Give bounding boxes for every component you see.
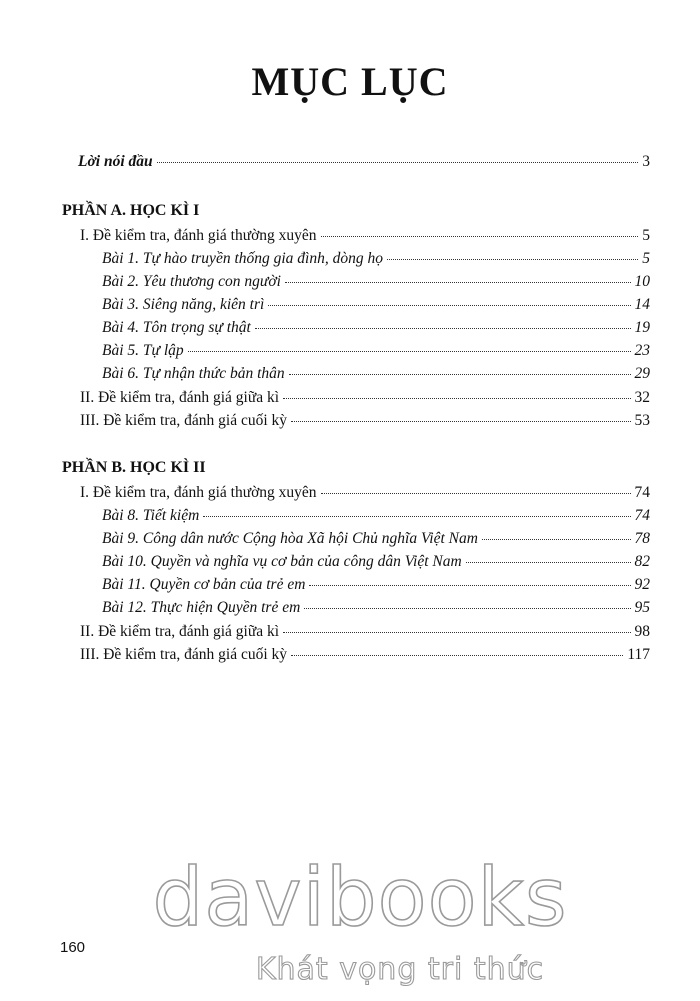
dot-leader [283,398,630,399]
toc-entry-label: III. Đề kiểm tra, đánh giá cuối kỳ [80,412,288,429]
dot-leader [283,632,630,633]
toc-entry[interactable] [102,295,650,315]
dot-leader [203,516,630,517]
toc-entry[interactable] [102,249,650,269]
dot-leader [289,374,631,375]
toc-entry-page: 92 [634,576,650,593]
dot-leader [387,259,638,260]
page-number: 160 [60,939,86,956]
dot-leader [285,282,631,283]
toc-entry[interactable] [102,529,650,549]
toc-entry[interactable] [102,364,650,384]
toc-entry-label: Bài 11. Quyền cơ bản của trẻ em [102,576,306,593]
toc-entry[interactable] [102,341,650,361]
section-heading-part-a: PHẦN A. HỌC KÌ I [62,202,200,219]
toc-entry-page: 82 [634,553,650,570]
toc-entry-page: 53 [634,412,650,429]
toc-entry-label: Bài 9. Công dân nước Cộng hòa Xã hội Chủ nghĩa Việt Nam [102,530,478,547]
toc-entry-page: 117 [627,646,650,663]
dot-leader [268,305,630,306]
toc-entry[interactable] [102,506,650,526]
toc-entry-page: 14 [634,296,650,313]
toc-entry-label: Bài 12. Thực hiện Quyền trẻ em [102,599,301,616]
toc-entry[interactable] [80,411,650,431]
dot-leader [255,328,631,329]
dot-leader [466,562,631,563]
dot-leader [304,608,630,609]
toc-entry[interactable] [80,483,650,503]
toc-entry-page: 10 [634,273,650,290]
toc-entry-page: 3 [642,153,650,170]
toc-entry-label: Bài 1. Tự hào truyền thống gia đình, dòng họ [102,250,383,267]
toc-entry-page: 5 [642,227,650,244]
toc-entry-label: III. Đề kiểm tra, đánh giá cuối kỳ [80,646,288,663]
toc-entry[interactable] [80,388,650,408]
toc-entry-page: 5 [642,250,650,267]
toc-entry-label: I. Đề kiểm tra, đánh giá thường xuyên [80,484,317,501]
toc-entry-label: Bài 4. Tôn trọng sự thật [102,319,251,336]
toc-entry-label: II. Đề kiểm tra, đánh giá giữa kì [80,623,280,640]
toc-entry[interactable] [80,226,650,246]
dot-leader [321,493,631,494]
toc-entry-label: Bài 8. Tiết kiệm [102,507,200,524]
toc-entry-label: Bài 5. Tự lập [102,342,184,359]
toc-entry-page: 74 [634,484,650,501]
toc-entry-page: 78 [634,530,650,547]
toc-entry[interactable] [80,645,650,665]
toc-entry-page: 19 [634,319,650,336]
dot-leader [291,655,623,656]
toc-entry-page: 95 [634,599,650,616]
toc-entry-label: Bài 10. Quyền và nghĩa vụ cơ bản của công dân Việt Nam [102,553,462,570]
toc-entry[interactable] [102,318,650,338]
toc-entry-page: 74 [634,507,650,524]
watermark-logo-text: davibooks [152,851,568,944]
toc-entry-label: Bài 6. Tự nhận thức bản thân [102,365,285,382]
toc-entry-preface[interactable] [78,152,650,172]
toc-entry-label: I. Đề kiểm tra, đánh giá thường xuyên [80,227,317,244]
toc-entry-label: Lời nói đầu [78,153,153,170]
toc-entry-page: 98 [634,623,650,640]
toc-entry-page: 32 [634,389,650,406]
toc-entry-label: Bài 2. Yêu thương con người [102,273,281,290]
dot-leader [482,539,631,540]
page-title: MỤC LỤC [251,59,449,104]
dot-leader [157,162,639,163]
dot-leader [309,585,630,586]
toc-entry-label: Bài 3. Siêng năng, kiên trì [102,296,265,313]
dot-leader [321,236,639,237]
toc-entry-label: II. Đề kiểm tra, đánh giá giữa kì [80,389,280,406]
section-heading-part-b: PHẦN B. HỌC KÌ II [62,459,206,476]
toc-entry[interactable] [102,575,650,595]
toc-entry-page: 29 [634,365,650,382]
dot-leader [188,351,631,352]
toc-entry[interactable] [102,552,650,572]
toc-entry-page: 23 [634,342,650,359]
toc-entry[interactable] [80,622,650,642]
watermark-tagline: Khát vọng tri thức [255,952,545,987]
toc-entry[interactable] [102,598,650,618]
dot-leader [291,421,630,422]
toc-entry[interactable] [102,272,650,292]
